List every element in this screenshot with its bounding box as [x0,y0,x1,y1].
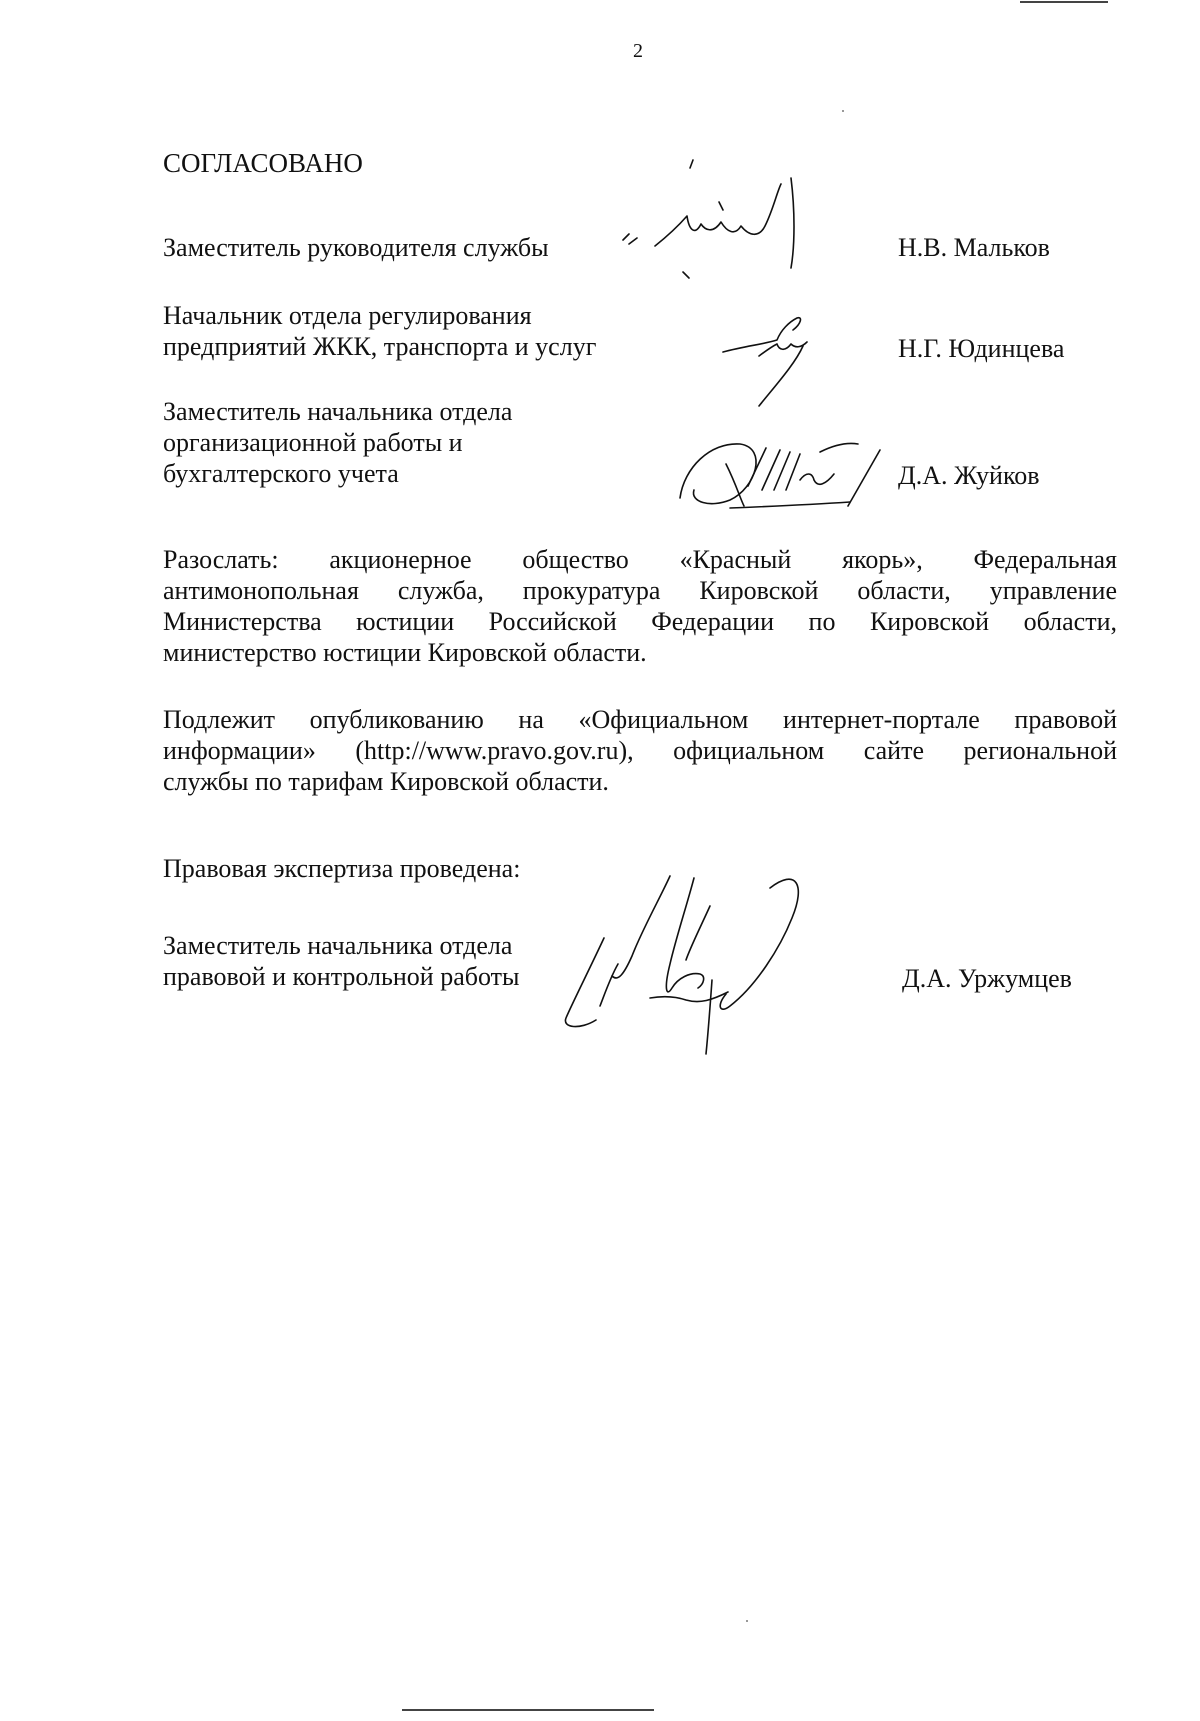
signatory-2-name: Н.Г. Юдинцева [898,334,1065,363]
approval-heading: СОГЛАСОВАНО [163,148,363,178]
top-edge-mark [1020,1,1108,3]
scan-speck [842,110,844,112]
distribution-line: Министерства юстиции Российской Федерации по Кировской области, [163,607,1117,636]
distribution-line: министерство юстиции Кировской области. [163,638,647,667]
publication-line: информации» (http://www.pravo.gov.ru), официальном сайте региональной [163,736,1117,765]
legal-review-name: Д.А. Уржумцев [902,964,1072,993]
legal-review-title-line: правовой и контрольной работы [163,962,520,991]
publication-line: Подлежит опубликованию на «Официальном интернет-портале правовой [163,705,1117,734]
distribution-paragraph [163,544,1117,668]
bottom-edge-mark [402,1709,654,1711]
signatory-3-title-line: Заместитель начальника отдела [163,397,513,426]
signatory-1-signature [615,150,845,290]
signatory-2-title-line: предприятий ЖКК, транспорта и услуг [163,332,597,361]
legal-review-title-line: Заместитель начальника отдела [163,931,513,960]
publication-line: службы по тарифам Кировской области. [163,767,609,796]
signatory-3-signature [670,428,900,513]
signatory-1-title [163,232,549,263]
legal-review-label: Правовая экспертиза проведена: [163,854,521,883]
signatory-1-title-line: Заместитель руководителя службы [163,233,549,262]
page-number: 2 [633,40,643,62]
distribution-line: Разослать: акционерное общество «Красный якорь», Федеральная [163,545,1117,574]
legal-review-title [163,930,519,992]
distribution-line: антимонопольная служба, прокуратура Кировской области, управление [163,576,1117,605]
signatory-3-title [163,396,512,489]
signatory-1-name: Н.В. Мальков [898,233,1050,262]
signatory-3-name: Д.А. Жуйков [898,461,1040,490]
signatory-2-signature [715,310,835,410]
signatory-2-title [163,300,596,362]
publication-paragraph [163,704,1117,797]
scan-speck [746,1620,748,1622]
signatory-3-title-line: организационной работы и [163,428,463,457]
signatory-3-title-line: бухгалтерского учета [163,459,399,488]
signatory-2-title-line: Начальник отдела регулирования [163,301,532,330]
legal-review-signature [560,868,830,1058]
